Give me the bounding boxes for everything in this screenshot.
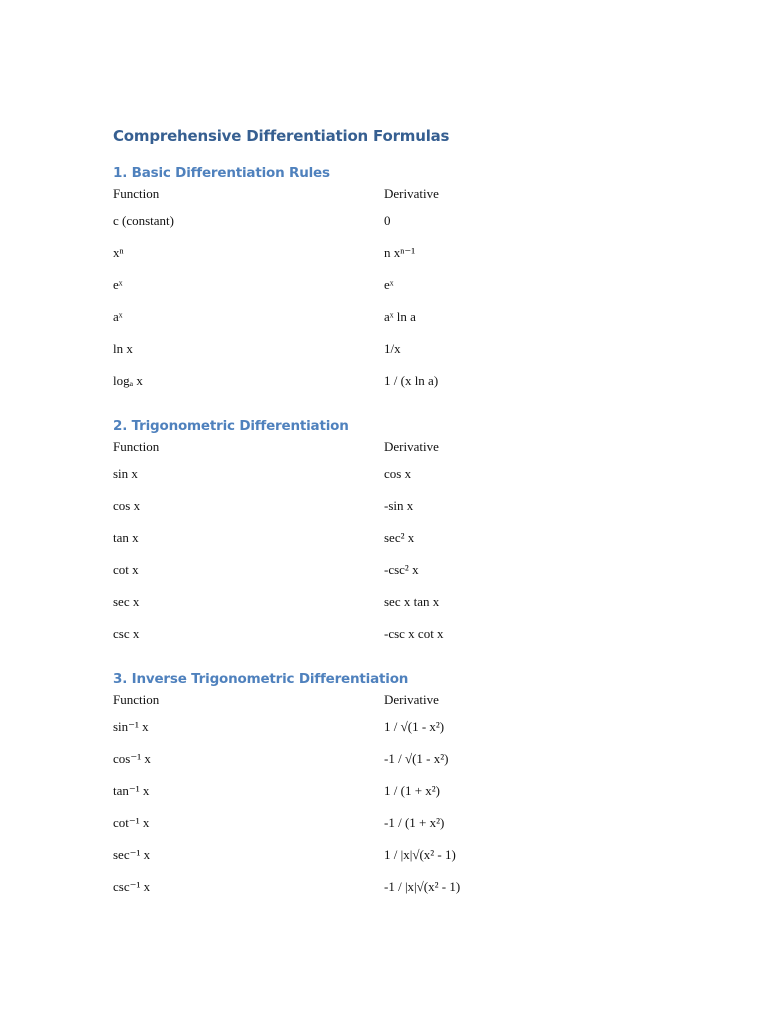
section-heading: 1. Basic Differentiation Rules bbox=[113, 165, 330, 181]
function-cell: cos⁻¹ x bbox=[113, 751, 151, 766]
function-cell: tan⁻¹ x bbox=[113, 783, 150, 798]
table-row bbox=[113, 458, 644, 490]
column-header-function: Function bbox=[113, 439, 160, 454]
derivative-cell: 1 / √(1 - x²) bbox=[384, 719, 445, 734]
column-header-derivative: Derivative bbox=[384, 692, 439, 707]
table-header-row bbox=[113, 183, 644, 205]
function-cell: logₐ x bbox=[113, 373, 143, 388]
table-row bbox=[113, 269, 644, 301]
function-cell: csc x bbox=[113, 626, 140, 641]
derivative-cell: aˣ ln a bbox=[384, 309, 416, 324]
document-page bbox=[113, 124, 673, 903]
derivative-cell: -sin x bbox=[384, 498, 414, 513]
sections-container bbox=[113, 163, 673, 903]
table-row bbox=[113, 618, 644, 650]
document-title: Comprehensive Differentiation Formulas bbox=[113, 127, 450, 145]
table-row bbox=[113, 490, 644, 522]
table-row bbox=[113, 237, 644, 269]
table-row bbox=[113, 807, 644, 839]
function-cell: cos x bbox=[113, 498, 141, 513]
derivative-cell: 0 bbox=[384, 213, 391, 228]
section-heading: 3. Inverse Trigonometric Differentiation bbox=[113, 671, 409, 687]
table-header-row bbox=[113, 436, 644, 458]
formula-table bbox=[113, 183, 644, 397]
function-cell: sec⁻¹ x bbox=[113, 847, 151, 862]
table-row bbox=[113, 839, 644, 871]
column-header-derivative: Derivative bbox=[384, 186, 439, 201]
formula-section bbox=[113, 669, 673, 903]
function-cell: c (constant) bbox=[113, 213, 175, 228]
derivative-cell: 1/x bbox=[384, 341, 401, 356]
derivative-cell: sec² x bbox=[384, 530, 415, 545]
derivative-cell: -csc x cot x bbox=[384, 626, 444, 641]
derivative-cell: 1 / (x ln a) bbox=[384, 373, 439, 388]
function-cell: aˣ bbox=[113, 309, 123, 324]
derivative-cell: -1 / |x|√(x² - 1) bbox=[384, 879, 461, 894]
table-row bbox=[113, 743, 644, 775]
function-cell: csc⁻¹ x bbox=[113, 879, 151, 894]
derivative-cell: sec x tan x bbox=[384, 594, 440, 609]
derivative-cell: n xⁿ⁻¹ bbox=[384, 245, 416, 260]
table-row bbox=[113, 522, 644, 554]
function-cell: sin⁻¹ x bbox=[113, 719, 149, 734]
table-row bbox=[113, 333, 644, 365]
derivative-cell: cos x bbox=[384, 466, 412, 481]
formula-table bbox=[113, 689, 644, 903]
table-row bbox=[113, 871, 644, 903]
column-header-derivative: Derivative bbox=[384, 439, 439, 454]
derivative-cell: 1 / |x|√(x² - 1) bbox=[384, 847, 456, 862]
function-cell: cot⁻¹ x bbox=[113, 815, 150, 830]
section-heading: 2. Trigonometric Differentiation bbox=[113, 418, 349, 434]
function-cell: ln x bbox=[113, 341, 133, 356]
table-row bbox=[113, 205, 644, 237]
table-row bbox=[113, 554, 644, 586]
function-cell: sin x bbox=[113, 466, 138, 481]
formula-section bbox=[113, 163, 673, 397]
function-cell: xⁿ bbox=[113, 245, 124, 260]
formula-table bbox=[113, 436, 644, 650]
formula-section bbox=[113, 416, 673, 650]
column-header-function: Function bbox=[113, 186, 160, 201]
table-row bbox=[113, 365, 644, 397]
column-header-function: Function bbox=[113, 692, 160, 707]
derivative-cell: eˣ bbox=[384, 277, 394, 292]
function-cell: cot x bbox=[113, 562, 139, 577]
derivative-cell: 1 / (1 + x²) bbox=[384, 783, 440, 798]
table-row bbox=[113, 775, 644, 807]
derivative-cell: -1 / (1 + x²) bbox=[384, 815, 445, 830]
table-row bbox=[113, 301, 644, 333]
function-cell: sec x bbox=[113, 594, 140, 609]
table-row bbox=[113, 711, 644, 743]
table-row bbox=[113, 586, 644, 618]
function-cell: tan x bbox=[113, 530, 139, 545]
table-header-row bbox=[113, 689, 644, 711]
derivative-cell: -1 / √(1 - x²) bbox=[384, 751, 449, 766]
function-cell: eˣ bbox=[113, 277, 123, 292]
derivative-cell: -csc² x bbox=[384, 562, 419, 577]
